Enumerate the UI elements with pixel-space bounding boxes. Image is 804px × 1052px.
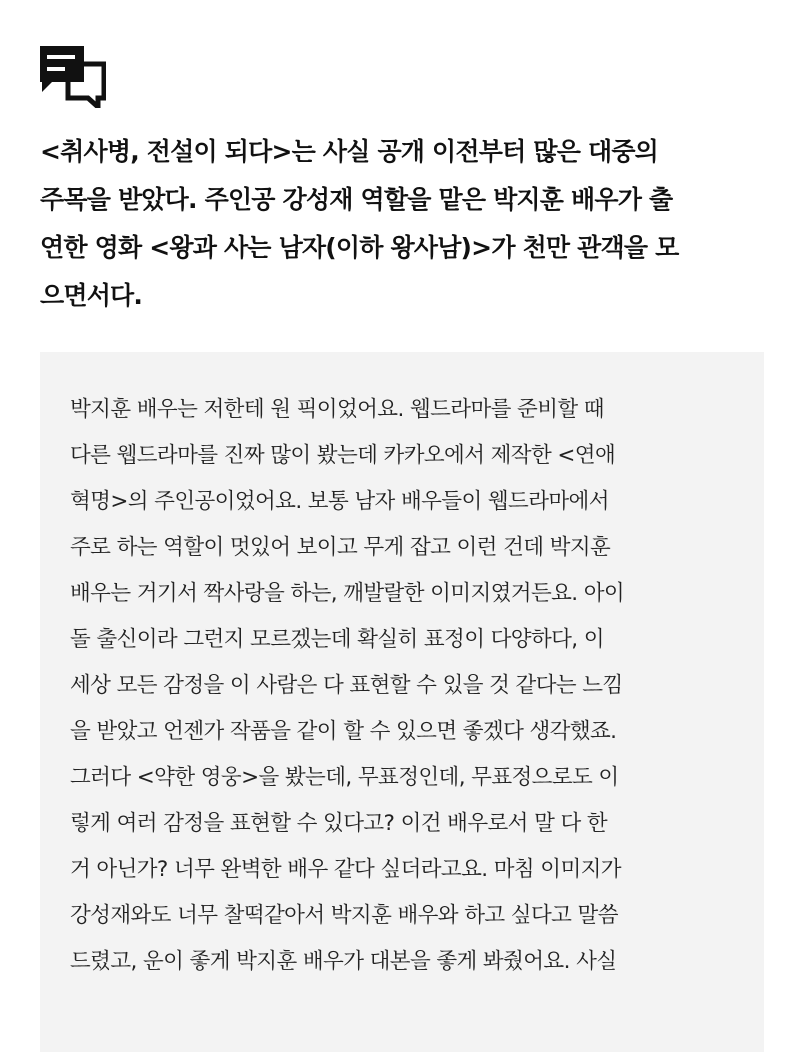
- quote-line: 강성재와도 너무 찰떡같아서 박지훈 배우와 하고 싶다고 말씀: [70, 903, 618, 928]
- quote-line: 거 아닌가? 너무 완벽한 배우 같다 싶더라고요. 마침 이미지가: [70, 857, 621, 882]
- quote-line: 돌 출신이라 그런지 모르겠는데 확실히 표정이 다양하다, 이: [70, 627, 604, 652]
- intro-line: <취사병, 전설이 되다>는 사실 공개 이전부터 많은 대중의: [40, 137, 659, 166]
- quote-line: 드렸고, 운이 좋게 박지훈 배우가 대본을 좋게 봐줬어요. 사실: [70, 949, 617, 974]
- interview-quote-text: [70, 387, 750, 985]
- quote-line: 배우는 거기서 짝사랑을 하는, 깨발랄한 이미지였거든요. 아이: [70, 581, 625, 606]
- quote-line: 혁명>의 주인공이었어요. 보통 남자 배우들이 웹드라마에서: [70, 489, 609, 514]
- quote-line: 을 받았고 언젠가 작품을 같이 할 수 있으면 좋겠다 생각했죠.: [70, 719, 617, 744]
- quote-line: 세상 모든 감정을 이 사람은 다 표현할 수 있을 것 같다는 느낌: [70, 673, 623, 698]
- quote-line: 그러다 <약한 영웅>을 봤는데, 무표정인데, 무표정으로도 이: [70, 765, 619, 790]
- quote-line: 렇게 여러 감정을 표현할 수 있다고? 이건 배우로서 말 다 한: [70, 811, 608, 836]
- chat-bubbles-icon: [40, 46, 106, 108]
- quote-line: 박지훈 배우는 저한테 원 픽이었어요. 웹드라마를 준비할 때: [70, 397, 604, 422]
- quote-line: 주로 하는 역할이 멋있어 보이고 무게 잡고 이런 건데 박지훈: [70, 535, 611, 560]
- interview-quote-box: [40, 352, 764, 1052]
- intro-line: 으면서다.: [40, 281, 143, 310]
- quote-line: 다른 웹드라마를 진짜 많이 봤는데 카카오에서 제작한 <연애: [70, 443, 616, 468]
- intro-paragraph: [40, 128, 770, 320]
- intro-line: 주목을 받았다. 주인공 강성재 역할을 맡은 박지훈 배우가 출: [40, 185, 673, 214]
- intro-line: 연한 영화 <왕과 사는 남자(이하 왕사남)>가 천만 관객을 모: [40, 233, 679, 262]
